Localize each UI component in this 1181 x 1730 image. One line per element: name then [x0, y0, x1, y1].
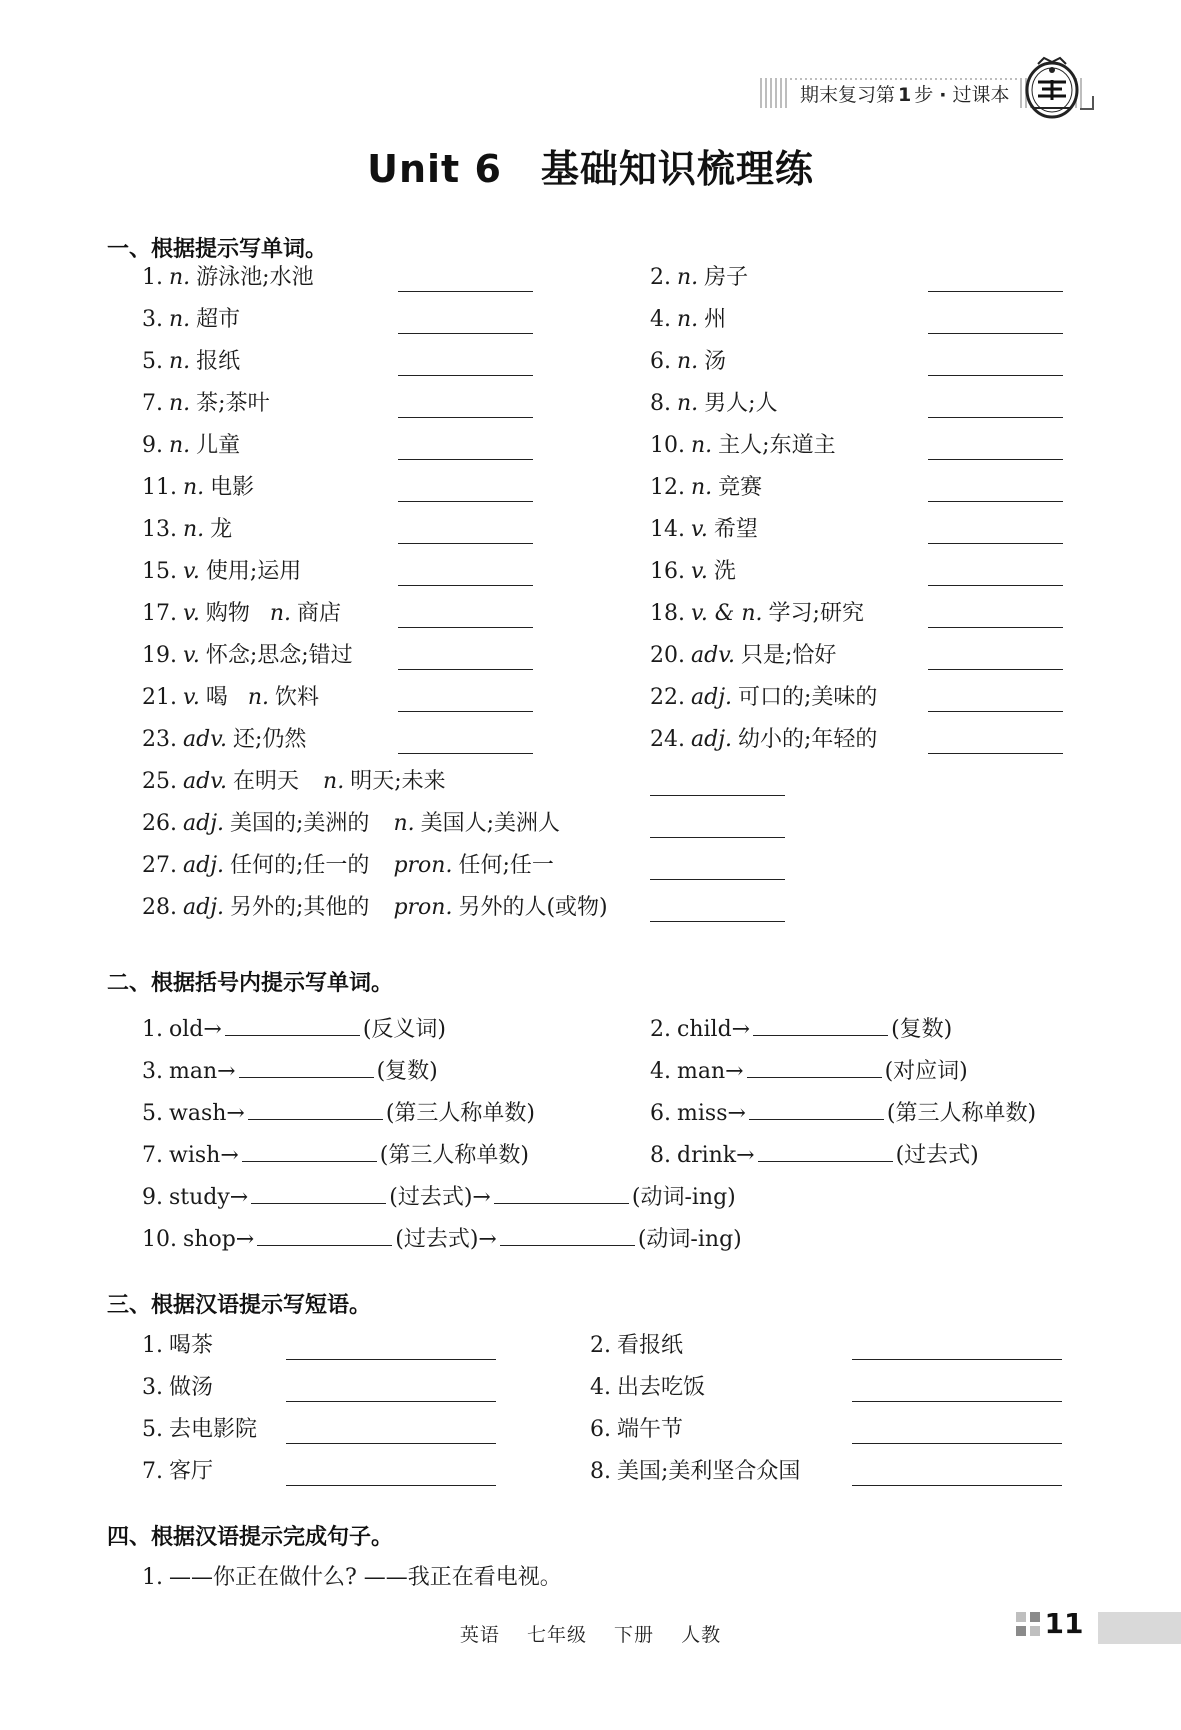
part-of-speech: n. [677, 391, 699, 416]
part-of-speech: pron. [393, 853, 453, 878]
item-number: 26. [142, 811, 177, 836]
word-form-answer-blank[interactable] [248, 1097, 383, 1120]
vocab-item [142, 809, 560, 839]
item-number: 21. [142, 685, 177, 710]
part-of-speech: v. & n. [691, 601, 763, 626]
part-of-speech: n. [269, 601, 291, 626]
form-hint: (动词-ing) [637, 1227, 742, 1252]
part-of-speech: adj. [691, 685, 733, 710]
part-of-speech: n. [183, 475, 205, 500]
vocab-answer-blank[interactable] [928, 333, 1063, 334]
item-number: 1. [142, 1333, 163, 1358]
vocab-item [650, 641, 836, 671]
part-of-speech: v. [691, 559, 708, 584]
chinese-meaning: 幼小的;年轻的 [738, 727, 878, 752]
chinese-meaning: 男人;人 [704, 391, 778, 416]
form-hint: (第三人称单数) [385, 1101, 536, 1126]
phrase-item [590, 1415, 683, 1445]
item-number: 8. [650, 391, 671, 416]
footer-square-deco [1030, 1626, 1040, 1636]
word-form-answer-blank[interactable] [753, 1013, 888, 1036]
item-number: 2. [650, 265, 671, 290]
chinese-meaning: 超市 [196, 307, 241, 332]
vocab-answer-blank[interactable] [398, 459, 533, 460]
chinese-meaning: 美国的;美洲的 [230, 811, 370, 836]
chinese-phrase: 去电影院 [169, 1417, 258, 1442]
chinese-meaning: 使用;运用 [205, 559, 302, 584]
part-of-speech: n. [677, 307, 699, 332]
word-form-item [142, 1055, 438, 1087]
base-word: miss→ [677, 1101, 746, 1126]
vocab-item [142, 851, 554, 881]
item-number: 22. [650, 685, 685, 710]
phrase-answer-blank[interactable] [286, 1401, 496, 1402]
footer-square-deco [1016, 1612, 1026, 1622]
chinese-meaning: 房子 [704, 265, 749, 290]
item-number: 28. [142, 895, 177, 920]
item-number: 3. [142, 307, 163, 332]
vocab-answer-blank[interactable] [398, 753, 533, 754]
item-number: 4. [650, 307, 671, 332]
item-number: 7. [142, 1143, 163, 1168]
base-word: man→ [677, 1059, 744, 1084]
item-number: 7. [142, 1459, 163, 1484]
part-of-speech: n. [691, 475, 713, 500]
vocab-item [650, 305, 726, 335]
part-of-speech: adv. [691, 643, 736, 668]
vocab-answer-blank[interactable] [398, 627, 533, 628]
item-number: 13. [142, 517, 177, 542]
item-number: 6. [650, 349, 671, 374]
item-number: 8. [650, 1143, 671, 1168]
form-hint: (第三人称单数) [379, 1143, 529, 1168]
vocab-answer-blank[interactable] [650, 879, 785, 880]
item-number: 23. [142, 727, 177, 752]
part-of-speech: adj. [183, 895, 225, 920]
footer-square-deco [1030, 1612, 1040, 1622]
form-hint: (过去式) [895, 1143, 979, 1168]
vocab-item [142, 557, 301, 587]
vocab-item [650, 515, 758, 545]
section3-heading: 三、根据汉语提示写短语。 [107, 1293, 372, 1318]
chinese-meaning: 在明天 [233, 769, 300, 794]
chinese-meaning: 商店 [297, 601, 342, 626]
chinese-phrase: 美国;美利坚合众国 [617, 1459, 801, 1484]
vocab-answer-blank[interactable] [928, 669, 1063, 670]
word-form-answer-blank[interactable] [494, 1181, 629, 1204]
word-form-answer-blank[interactable] [758, 1139, 893, 1162]
phrase-item [590, 1373, 705, 1403]
vocab-item [142, 725, 306, 755]
vocab-answer-blank[interactable] [928, 711, 1063, 712]
chinese-meaning: 另外的人(或物) [458, 895, 608, 920]
header-corner-mark [1080, 96, 1094, 110]
word-form-item [142, 1013, 446, 1045]
header-text-before: 期末复习第 [800, 84, 896, 106]
base-word: shop→ [183, 1227, 255, 1252]
chinese-meaning: 儿童 [196, 433, 241, 458]
phrase-answer-blank[interactable] [852, 1359, 1062, 1360]
item-number: 5. [142, 1101, 163, 1126]
chinese-meaning: 报纸 [196, 349, 241, 374]
page-title: Unit 6 基础知识梳理练 [367, 147, 814, 191]
vocab-item [650, 725, 877, 755]
chinese-meaning: 喝 [205, 685, 228, 710]
chinese-meaning: 明天;未来 [350, 769, 446, 794]
vocab-answer-blank[interactable] [650, 795, 785, 796]
part-of-speech: v. [183, 643, 200, 668]
vocab-answer-blank[interactable] [398, 585, 533, 586]
chinese-meaning: 洗 [713, 559, 736, 584]
word-form-item [142, 1097, 535, 1129]
form-hint: (动词-ing) [631, 1185, 736, 1210]
item-number: 10. [142, 1227, 177, 1252]
section2-heading: 二、根据括号内提示写单词。 [107, 971, 394, 996]
chinese-phrase: 喝茶 [169, 1333, 214, 1358]
footer-book-info [0, 1620, 1181, 1647]
item-number: 11. [142, 475, 177, 500]
item-number: 6. [650, 1101, 671, 1126]
vocab-item [142, 893, 608, 923]
vocab-answer-blank[interactable] [928, 753, 1063, 754]
item-number: 5. [142, 349, 163, 374]
chinese-meaning: 游泳池;水池 [196, 265, 314, 290]
phrase-item [142, 1331, 213, 1361]
vocab-answer-blank[interactable] [398, 711, 533, 712]
word-form-item [142, 1223, 742, 1255]
word-form-answer-blank[interactable] [242, 1139, 377, 1162]
chinese-phrase: 客厅 [169, 1459, 214, 1484]
form-hint: (第三人称单数) [886, 1101, 1037, 1126]
vocab-item [650, 557, 736, 587]
item-number: 2. [590, 1333, 611, 1358]
base-word: wash→ [169, 1101, 245, 1126]
vocab-answer-blank[interactable] [928, 417, 1063, 418]
part-of-speech: v. [183, 601, 200, 626]
vocab-item [142, 683, 319, 713]
footer-grade: 七年级 [526, 1624, 587, 1646]
part-of-speech: n. [393, 811, 415, 836]
part-of-speech: n. [169, 265, 191, 290]
chinese-meaning: 可口的;美味的 [738, 685, 878, 710]
chinese-meaning: 汤 [704, 349, 727, 374]
item-number: 2. [650, 1017, 671, 1042]
header-dot: · [939, 84, 947, 106]
part-of-speech: adv. [183, 727, 228, 752]
item-number: 25. [142, 769, 177, 794]
part-of-speech: n. [247, 685, 269, 710]
phrase-answer-blank[interactable] [852, 1443, 1062, 1444]
publisher-logo-icon [1024, 56, 1080, 122]
sentence-prompt: ——你正在做什么? ——我正在看电视。 [169, 1565, 562, 1590]
base-word: drink→ [677, 1143, 755, 1168]
header-book-label: 过课本 [952, 84, 1010, 106]
part-of-speech: pron. [393, 895, 453, 920]
chinese-meaning: 购物 [205, 601, 250, 626]
form-hint: (过去式)→ [389, 1185, 491, 1210]
base-word: old→ [169, 1017, 222, 1042]
item-number: 24. [650, 727, 685, 752]
part-of-speech: v. [183, 685, 200, 710]
vocab-answer-blank[interactable] [928, 627, 1063, 628]
word-form-item [650, 1139, 979, 1171]
part-of-speech: adj. [183, 853, 225, 878]
vocab-item [142, 347, 240, 377]
phrase-item [142, 1457, 213, 1487]
base-word: study→ [169, 1185, 249, 1210]
vocab-answer-blank[interactable] [928, 585, 1063, 586]
item-number: 7. [142, 391, 163, 416]
item-number: 4. [590, 1375, 611, 1400]
part-of-speech: n. [169, 349, 191, 374]
chinese-phrase: 端午节 [617, 1417, 684, 1442]
item-number: 18. [650, 601, 685, 626]
section1-heading: 一、根据提示写单词。 [107, 237, 328, 262]
base-word: wish→ [169, 1143, 239, 1168]
chinese-meaning: 学习;研究 [768, 601, 864, 626]
item-number: 27. [142, 853, 177, 878]
item-number: 10. [650, 433, 685, 458]
word-form-item [142, 1181, 736, 1213]
vocab-item [142, 641, 353, 671]
word-form-item [650, 1013, 952, 1045]
part-of-speech: n. [183, 517, 205, 542]
item-number: 16. [650, 559, 685, 584]
sentence-item [142, 1563, 562, 1593]
vocab-answer-blank[interactable] [398, 333, 533, 334]
word-form-item [650, 1055, 968, 1087]
vocab-answer-blank[interactable] [928, 501, 1063, 502]
chinese-meaning: 任何;任一 [458, 853, 554, 878]
vocab-item [142, 389, 270, 419]
item-number: 14. [650, 517, 685, 542]
chinese-meaning: 还;仍然 [233, 727, 307, 752]
part-of-speech: n. [169, 433, 191, 458]
item-number: 19. [142, 643, 177, 668]
chinese-phrase: 看报纸 [617, 1333, 684, 1358]
section4-heading: 四、根据汉语提示完成句子。 [107, 1525, 394, 1550]
vocab-answer-blank[interactable] [928, 375, 1063, 376]
footer-edition: 人教 [681, 1624, 722, 1646]
item-number: 1. [142, 265, 163, 290]
vocab-answer-blank[interactable] [398, 375, 533, 376]
item-number: 4. [650, 1059, 671, 1084]
vocab-answer-blank[interactable] [398, 543, 533, 544]
part-of-speech: n. [323, 769, 345, 794]
word-form-answer-blank[interactable] [500, 1223, 635, 1246]
vocab-item [650, 599, 864, 629]
word-form-answer-blank[interactable] [225, 1013, 360, 1036]
word-form-answer-blank[interactable] [749, 1097, 884, 1120]
vocab-item [142, 767, 446, 797]
part-of-speech: n. [169, 307, 191, 332]
vocab-item [650, 683, 877, 713]
vocab-item [650, 263, 748, 293]
vocab-answer-blank[interactable] [650, 837, 785, 838]
phrase-item [142, 1415, 257, 1445]
item-number: 12. [650, 475, 685, 500]
page-number-bar [1098, 1612, 1181, 1644]
word-form-answer-blank[interactable] [239, 1055, 374, 1078]
item-number: 3. [142, 1375, 163, 1400]
item-number: 15. [142, 559, 177, 584]
chinese-meaning: 主人;东道主 [718, 433, 836, 458]
part-of-speech: adv. [183, 769, 228, 794]
word-form-answer-blank[interactable] [257, 1223, 392, 1246]
word-form-item [650, 1097, 1036, 1129]
phrase-answer-blank[interactable] [852, 1401, 1062, 1402]
item-number: 3. [142, 1059, 163, 1084]
vocab-answer-blank[interactable] [398, 501, 533, 502]
part-of-speech: v. [691, 517, 708, 542]
phrase-item [590, 1457, 800, 1487]
vocab-item [142, 305, 240, 335]
vocab-item [142, 515, 232, 545]
part-of-speech: adj. [183, 811, 225, 836]
vocab-item [142, 473, 254, 503]
base-word: man→ [169, 1059, 236, 1084]
item-number: 17. [142, 601, 177, 626]
chinese-phrase: 做汤 [169, 1375, 214, 1400]
item-number: 6. [590, 1417, 611, 1442]
chinese-meaning: 州 [704, 307, 727, 332]
phrase-item [590, 1331, 683, 1361]
part-of-speech: adj. [691, 727, 733, 752]
header-label [790, 80, 1020, 110]
phrase-answer-blank[interactable] [852, 1485, 1062, 1486]
header-text-after: 步 [914, 84, 934, 106]
vocab-answer-blank[interactable] [650, 921, 785, 922]
chinese-meaning: 任何的;任一的 [230, 853, 370, 878]
chinese-meaning: 只是;恰好 [741, 643, 837, 668]
part-of-speech: n. [677, 349, 699, 374]
phrase-answer-blank[interactable] [286, 1485, 496, 1486]
item-number: 8. [590, 1459, 611, 1484]
chinese-meaning: 另外的;其他的 [230, 895, 370, 920]
chinese-meaning: 龙 [210, 517, 233, 542]
vocab-answer-blank[interactable] [398, 669, 533, 670]
footer-volume: 下册 [614, 1624, 655, 1646]
vocab-answer-blank[interactable] [928, 543, 1063, 544]
vocab-item [650, 431, 836, 461]
item-number: 5. [142, 1417, 163, 1442]
vocab-answer-blank[interactable] [398, 417, 533, 418]
chinese-meaning: 怀念;思念;错过 [205, 643, 353, 668]
base-word: child→ [677, 1017, 751, 1042]
vocab-item [142, 599, 341, 629]
vocab-answer-blank[interactable] [398, 291, 533, 292]
vocab-answer-blank[interactable] [928, 459, 1063, 460]
item-number: 20. [650, 643, 685, 668]
header-step-number: 1 [898, 84, 912, 106]
form-hint: (复数) [891, 1017, 953, 1042]
phrase-item [142, 1373, 213, 1403]
part-of-speech: n. [677, 265, 699, 290]
vocab-answer-blank[interactable] [928, 291, 1063, 292]
vocab-item [650, 389, 778, 419]
vocab-item [142, 431, 240, 461]
footer-subject: 英语 [459, 1624, 500, 1646]
phrase-answer-blank[interactable] [286, 1359, 496, 1360]
word-form-answer-blank[interactable] [747, 1055, 882, 1078]
form-hint: (复数) [376, 1059, 438, 1084]
chinese-phrase: 出去吃饭 [617, 1375, 706, 1400]
item-number: 1. [142, 1017, 163, 1042]
chinese-meaning: 竞赛 [718, 475, 763, 500]
chinese-meaning: 美国人;美洲人 [420, 811, 561, 836]
page-number: 11 [1044, 1607, 1084, 1640]
vocab-item [650, 473, 762, 503]
form-hint: (过去式)→ [395, 1227, 497, 1252]
form-hint: (对应词) [884, 1059, 968, 1084]
footer-square-deco [1016, 1626, 1026, 1636]
part-of-speech: n. [169, 391, 191, 416]
item-number: 1. [142, 1565, 163, 1590]
vocab-item [142, 263, 314, 293]
vocab-item [650, 347, 726, 377]
chinese-meaning: 电影 [210, 475, 255, 500]
item-number: 9. [142, 433, 163, 458]
chinese-meaning: 希望 [713, 517, 758, 542]
word-form-answer-blank[interactable] [251, 1181, 386, 1204]
part-of-speech: n. [691, 433, 713, 458]
chinese-meaning: 茶;茶叶 [196, 391, 270, 416]
part-of-speech: v. [183, 559, 200, 584]
chinese-meaning: 饮料 [275, 685, 320, 710]
phrase-answer-blank[interactable] [286, 1443, 496, 1444]
item-number: 9. [142, 1185, 163, 1210]
word-form-item [142, 1139, 529, 1171]
form-hint: (反义词) [362, 1017, 446, 1042]
